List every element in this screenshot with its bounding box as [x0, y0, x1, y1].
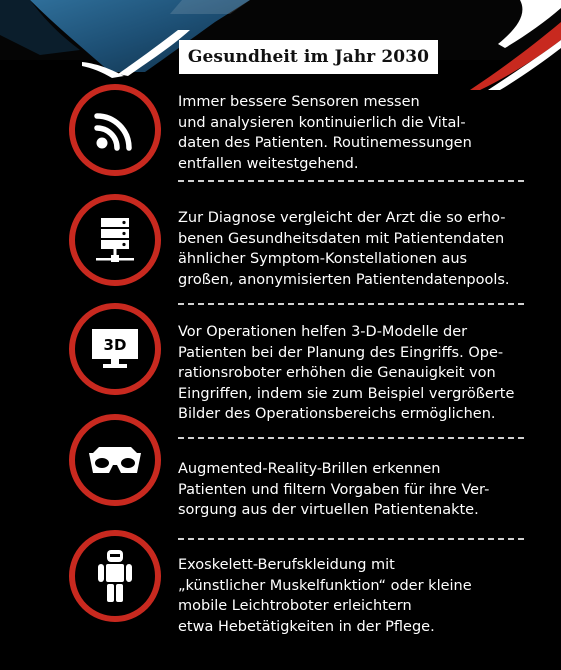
diagnosis-icon-badge	[69, 194, 161, 286]
title-banner	[179, 40, 438, 74]
divider	[178, 437, 524, 439]
page-title: Gesundheit im Jahr 2030	[187, 47, 430, 67]
item-text-exoskeleton: Exoskelett-Berufskleidung mit „künstlicher Muskelfunktion“ oder kleine mobile Leichtroboter erleichtern etwa Hebetätigkeiten in der Pflege.	[178, 557, 472, 635]
item-text-ar-glasses: Augmented-Reality-Brillen erkennen Patienten und filtern Vorgaben für ihre Ver- sorgung aus der virtuellen Patientenakte.	[178, 461, 490, 518]
divider	[178, 180, 524, 182]
3d-label: 3D	[103, 336, 127, 354]
server-network-icon	[92, 216, 138, 264]
item-text-sensors: Immer bessere Sensoren messen und analysieren kontinuierlich die Vital- daten des Patienten. Routinemessungen entfallen weitestgehend.	[178, 94, 472, 172]
item-text-surgery: Vor Operationen helfen 3-D-Modelle der Patienten bei der Planung des Eingriffs. Ope- rationsroboter erhöhen die Genauigkeit von Eingriffen, indem sie zum Beispiel vergrößerte Bilder des Operationsbereichs ermöglichen.	[178, 324, 515, 422]
3d-monitor-icon	[90, 327, 140, 371]
item-text-diagnosis: Zur Diagnose vergleicht der Arzt die so erho- benen Gesundheitsdaten mit Patientendaten ähnlicher Symptom-Konstellationen aus großen, anonymisierten Patientendatenpools.	[178, 210, 510, 288]
sensor-icon-badge	[69, 84, 161, 176]
wireless-signal-icon	[93, 108, 137, 152]
exoskeleton-robot-icon	[97, 549, 133, 603]
divider	[178, 303, 524, 305]
ar-glasses-icon	[87, 445, 143, 475]
surgery-icon-badge	[69, 303, 161, 395]
ar-icon-badge	[69, 414, 161, 506]
divider	[178, 538, 524, 540]
exoskeleton-icon-badge	[69, 530, 161, 622]
